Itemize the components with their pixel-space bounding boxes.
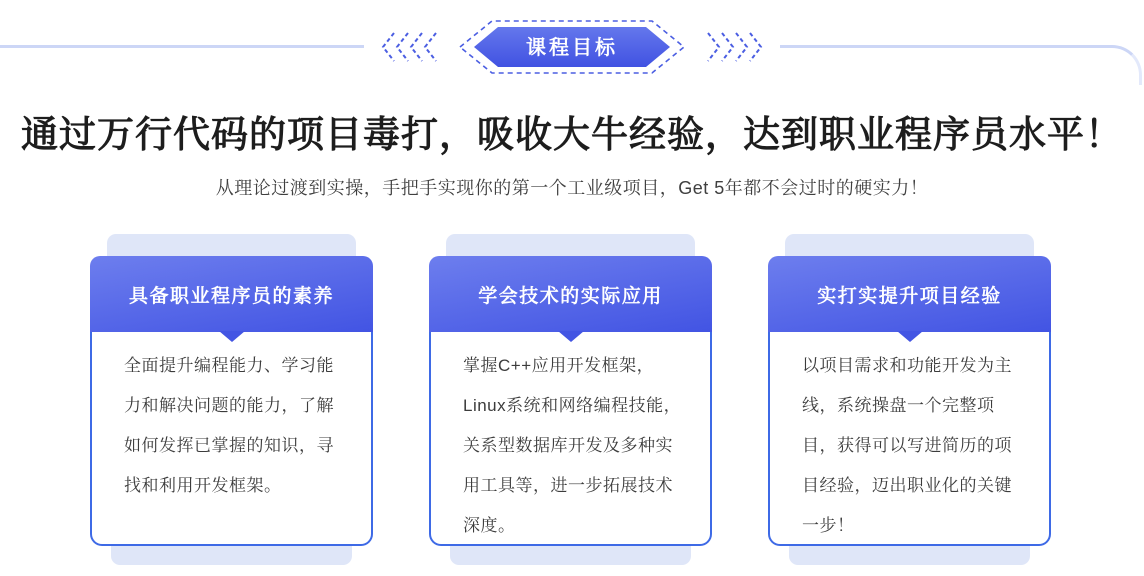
card-notch-icon: [219, 331, 245, 342]
goal-card-3: [768, 234, 1051, 565]
card-top-decoration: [446, 234, 695, 256]
card-top-decoration: [107, 234, 356, 256]
page-title: 通过万行代码的项目毒打，吸收大牛经验，达到职业程序员水平！: [21, 114, 1123, 155]
card-header: [90, 256, 373, 332]
course-goal-badge: [454, 19, 690, 75]
page-subtitle: 从理论过渡到实操，手把手实现你的第一个工业级项目，Get 5年都不会过时的硬实力！: [215, 178, 929, 198]
card-body: 以项目需求和功能开发为主线，系统操盘一个完整项目，获得可以写进简历的项目经验，迈出职业化的关键一步！: [768, 332, 1051, 546]
chevrons-left-icon: [380, 30, 442, 64]
card-top-decoration: [785, 234, 1034, 256]
goal-cards-row: [90, 234, 1054, 565]
card-title: 实打实提升项目经验: [817, 285, 1002, 307]
card-body: 全面提升编程能力、学习能力和解决问题的能力，了解如何发挥已掌握的知识，寻找和利用开发框架。: [90, 332, 373, 546]
card-bottom-decoration: [450, 546, 691, 565]
goal-card-1: [90, 234, 373, 565]
card-title: 具备职业程序员的素养: [128, 285, 334, 307]
chevrons-right-icon: [702, 30, 764, 64]
card-notch-icon: [897, 331, 923, 342]
goal-card-2: [429, 234, 712, 565]
card-header: [429, 256, 712, 332]
card-notch-icon: [558, 331, 584, 342]
banner-inner: [364, 19, 780, 75]
card-header: [768, 256, 1051, 332]
section-title-banner: [0, 16, 1144, 78]
badge-title: 课程目标: [526, 37, 618, 59]
card-body: 掌握C++应用开发框架，Linux系统和网络编程技能，关系型数据库开发及多种实用工具等，进一步拓展技术深度。: [429, 332, 712, 546]
card-bottom-decoration: [789, 546, 1030, 565]
card-bottom-decoration: [111, 546, 352, 565]
card-title: 学会技术的实际应用: [478, 285, 663, 307]
